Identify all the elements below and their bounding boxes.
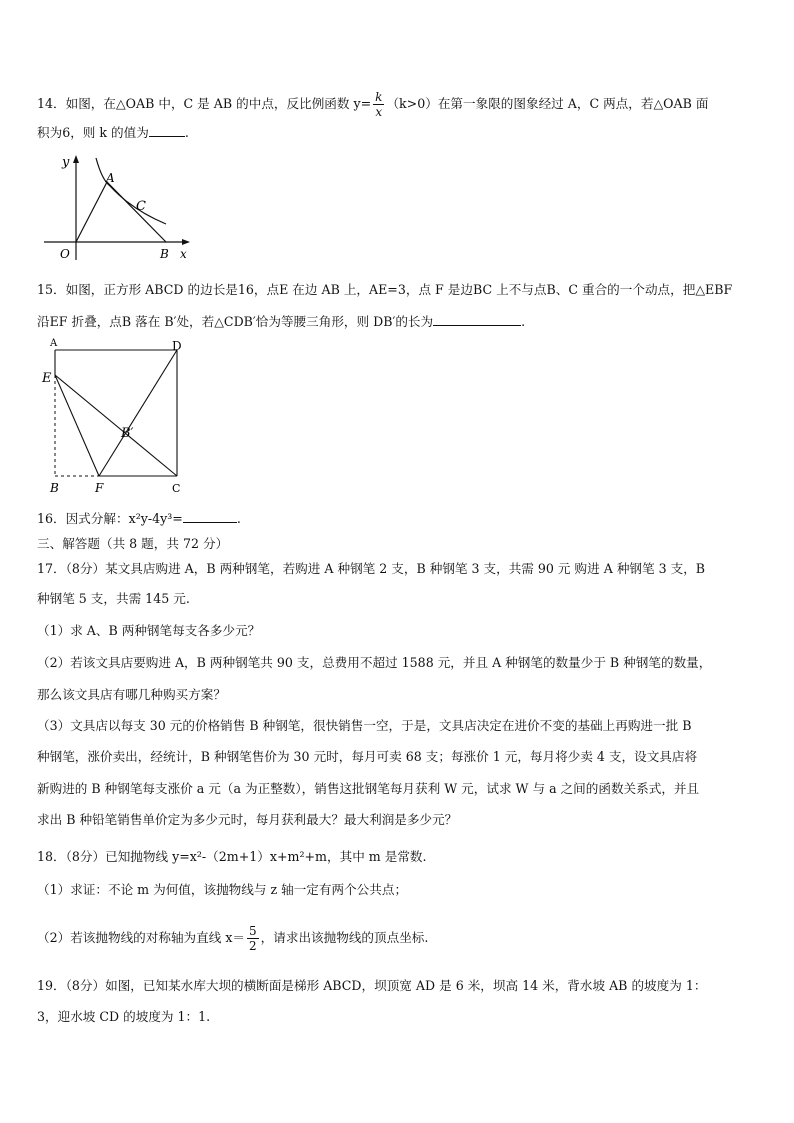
q18-part1: （1）求证：不论 m 为何值，该抛物线与 z 轴一定有两个公共点； <box>37 882 408 897</box>
q15-line1: 15．如图，正方形 ABCD 的边长是16，点E 在边 AB 上，AE=3，点 F 是边BC 上不与点B、C 重合的一个动点，把△EBF <box>37 282 733 297</box>
q15-segment-fd <box>99 350 177 476</box>
q15-label-f: F <box>95 481 104 495</box>
q14-triangle-oab <box>76 182 166 242</box>
q14-frac-numerator: k <box>375 90 383 104</box>
q17-line1: 17．（8分）某文具店购进 A，B 两种钢笔，若购进 A 种钢笔 2 支，B 种钢笔 3 支，共需 90 元 购进 A 种钢笔 3 支，B <box>37 561 706 576</box>
q18-part2 <box>37 924 428 953</box>
q17-part3-line4: 求出 B 种铅笔销售单价定为多少元时，每月获利最大？最大利润是多少元？ <box>37 812 458 827</box>
q15-segment-ec <box>55 375 177 476</box>
q15-label-b: B <box>50 481 59 495</box>
q14-line1 <box>37 90 708 119</box>
q15-label-d: D <box>172 339 182 353</box>
q16-text: 16．因式分解：x²y-4y³= <box>37 511 183 526</box>
q17-part3-line2: 种钢笔，涨价卖出，经统计，B 种钢笔售价为 30 元时，每月可卖 68 支；每涨价 1 元，每月将少卖 4 支，设文具店将 <box>37 749 698 764</box>
q15-line2 <box>37 312 525 331</box>
q17-line2: 种钢笔 5 支，共需 145 元. <box>37 591 190 606</box>
q15-text-line2: 沿EF 折叠，点B 落在 B′处，若△CDB′恰为等腰三角形，则 DB′的长为 <box>37 314 434 329</box>
q18-part2-post: ，请求出该抛物线的顶点坐标. <box>260 930 429 945</box>
q15-answer-blank <box>433 312 521 326</box>
q17-part2-line2: 那么该文具店有哪几种购买方案？ <box>37 687 226 702</box>
q16-period: . <box>236 511 241 526</box>
q18-frac-denominator: 2 <box>249 939 257 953</box>
q15-label-bprime: B′ <box>121 426 134 441</box>
q14-figure <box>40 152 200 264</box>
q16-answer-blank <box>183 509 237 523</box>
q14-fraction <box>373 90 384 119</box>
q18-fraction <box>247 924 259 953</box>
q15-figure <box>38 336 188 498</box>
q17-part1: （1）求 A、B 两种钢笔每支各多少元？ <box>37 623 261 638</box>
q15-label-c: C <box>172 482 181 495</box>
q19-line2: 3，迎水坡 CD 的坡度为 1：1. <box>37 1009 211 1024</box>
q14-label-c: C <box>136 199 146 214</box>
q14-frac-denominator: x <box>375 105 383 119</box>
q16-line <box>37 509 241 528</box>
q14-y-axis-arrow <box>73 155 79 163</box>
q17-part3-line3: 新购进的 B 种钢笔每支涨价 a 元（a 为正整数），销售这批钢笔每月获利 W 元，试求 W 与 a 之间的函数关系式，并且 <box>37 781 700 796</box>
q14-label-b: B <box>160 247 169 261</box>
q14-text-post: （k>0）在第一象限的图象经过 A，C 两点，若△OAB 面 <box>386 96 709 111</box>
q15-label-e: E <box>42 371 52 386</box>
q15-fold-ef <box>55 375 99 476</box>
q14-answer-blank <box>149 123 185 137</box>
q14-label-a: A <box>106 171 115 185</box>
q18-part2-pre: （2）若该抛物线的对称轴为直线 x＝ <box>37 930 246 945</box>
q14-label-o: O <box>60 247 70 261</box>
q18-line1: 18．（8分）已知抛物线 y=x²-（2m+1）x+m²+m，其中 m 是常数. <box>37 849 427 864</box>
q17-part2-line1: （2）若该文具店要购进 A，B 两种钢笔共 90 支，总费用不超过 1588 元，并且 A 种钢笔的数量少于 B 种钢笔的数量， <box>37 655 712 670</box>
section-heading: 三、解答题（共 8 题，共 72 分） <box>37 536 229 551</box>
q14-label-y: y <box>62 155 70 170</box>
q14-text-line2: 积为6，则 k 的值为 <box>37 125 149 140</box>
q14-label-x: x <box>180 247 187 261</box>
q15-period: . <box>521 314 526 329</box>
q14-period: . <box>184 125 189 140</box>
q19-line1: 19．（8分）如图，已知某水库大坝的横断面是梯形 ABCD，坝顶宽 AD 是 6 米，坝高 14 米，背水坡 AB 的坡度为 1： <box>37 978 707 993</box>
q15-label-a: A <box>50 338 58 349</box>
q14-hyperbola-curve <box>96 158 166 224</box>
q14-line2 <box>37 123 189 142</box>
q17-part3-line1: （3）文具店以每支 30 元的价格销售 B 种钢笔，很快销售一空，于是，文具店决定在进价不变的基础上再购进一批 B <box>37 718 692 733</box>
q14-x-axis-arrow <box>182 239 190 245</box>
q18-frac-numerator: 5 <box>249 924 257 938</box>
q14-text-pre: 14．如图，在△OAB 中，C 是 AB 的中点，反比例函数 y= <box>37 96 372 111</box>
